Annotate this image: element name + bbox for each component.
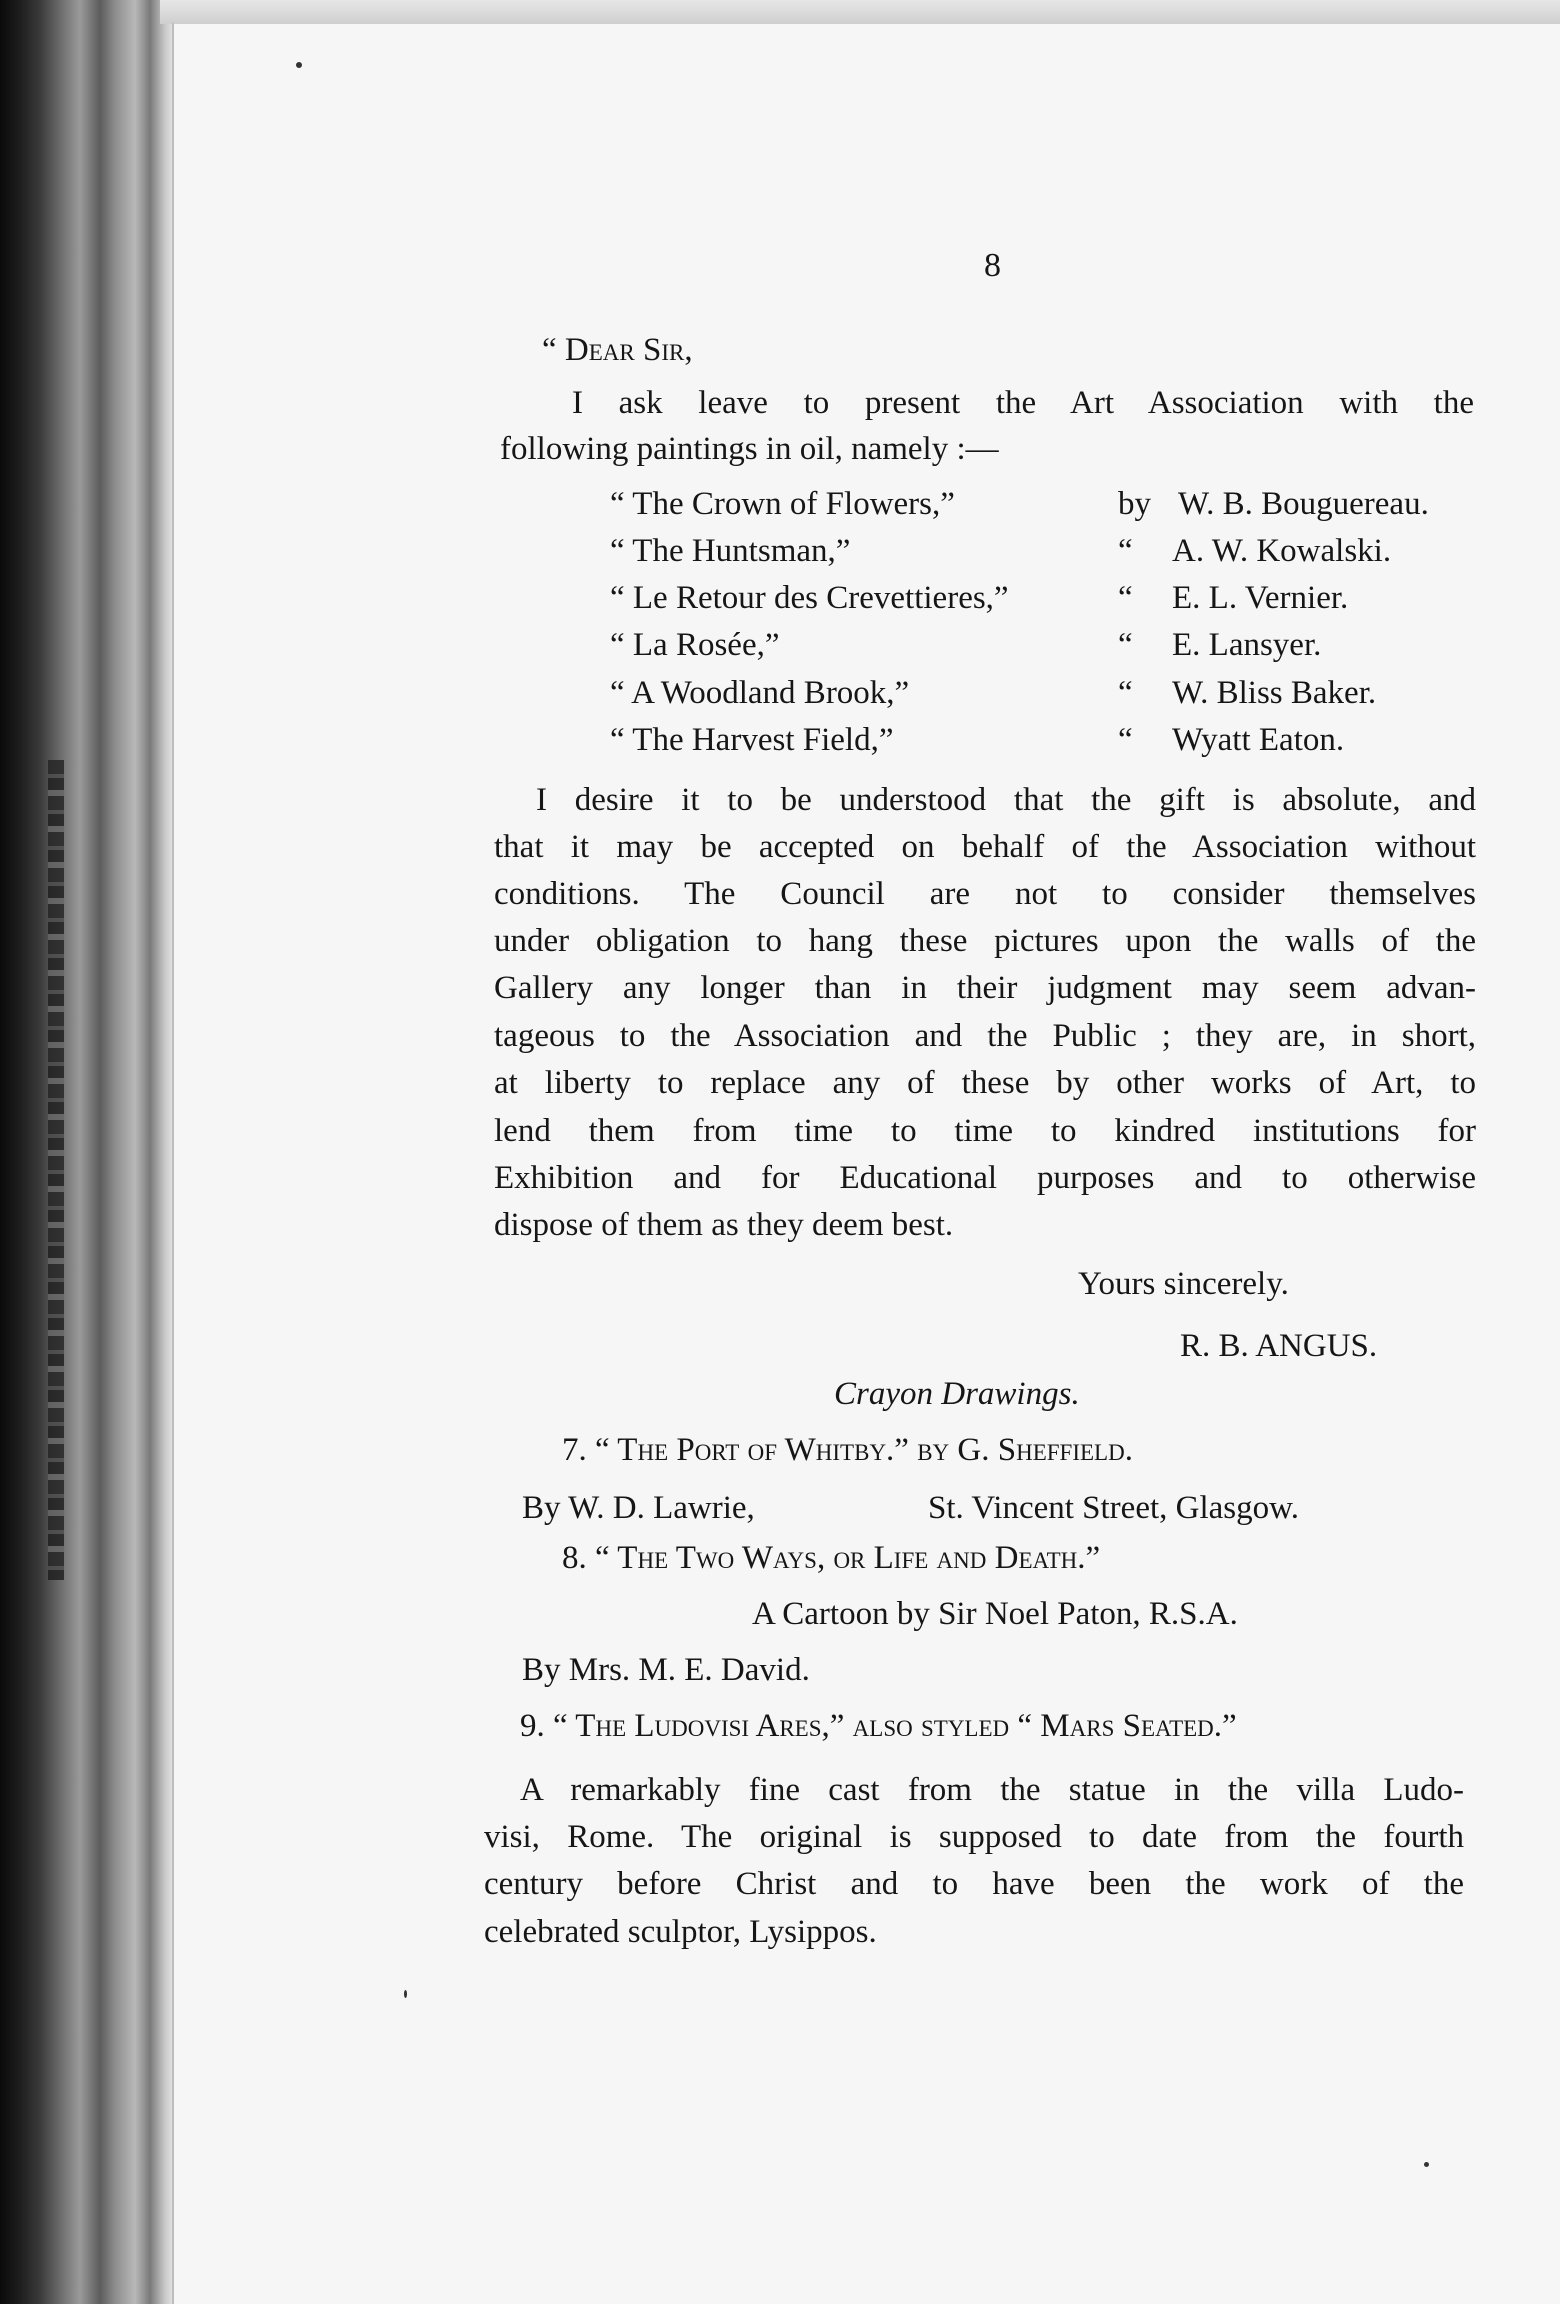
item-7-by-name: By W. D. Lawrie, xyxy=(522,1490,755,1526)
final-line: celebrated sculptor, Lysippos. xyxy=(484,1914,877,1950)
salutation: “ Dear Sir, xyxy=(542,332,693,368)
body-line: I desire it to be understood that the gift is absolute, and xyxy=(536,782,1476,818)
body-line: Gallery any longer than in their judgment may seem advan- xyxy=(494,970,1476,1006)
item-9: 9. “ The Ludovisi Ares,” also styled “ Mars Seated.” xyxy=(520,1708,1237,1744)
painting-by: “ xyxy=(1118,627,1133,663)
item-8: 8. “ The Two Ways, or Life and Death.” xyxy=(562,1540,1101,1576)
painting-artist: E. L. Vernier. xyxy=(1172,580,1349,616)
ink-speck xyxy=(404,1990,407,1998)
page-number: 8 xyxy=(984,247,1001,284)
painting-artist: W. Bliss Baker. xyxy=(1172,675,1377,711)
painting-title: “ The Huntsman,” xyxy=(610,533,851,569)
intro-line: following paintings in oil, namely :— xyxy=(500,431,999,467)
final-line: century before Christ and to have been the work of the xyxy=(484,1866,1464,1902)
ink-speck xyxy=(296,62,302,68)
painting-artist: A. W. Kowalski. xyxy=(1172,533,1392,569)
painting-by: by xyxy=(1118,486,1151,522)
section-title: Crayon Drawings. xyxy=(834,1376,1080,1412)
body-line: conditions. The Council are not to consider themselves xyxy=(494,876,1476,912)
closing: Yours sincerely. xyxy=(1078,1266,1289,1302)
body-line: under obligation to hang these pictures upon the walls of the xyxy=(494,923,1476,959)
signature: R. B. ANGUS. xyxy=(1180,1328,1378,1364)
final-line: visi, Rome. The original is supposed to date from the fourth xyxy=(484,1819,1464,1855)
painting-title: “ A Woodland Brook,” xyxy=(610,675,910,711)
painting-title: “ Le Retour des Crevettieres,” xyxy=(610,580,1009,616)
painting-by: “ xyxy=(1118,675,1133,711)
item-8-by: By Mrs. M. E. David. xyxy=(522,1652,810,1688)
painting-title: “ The Crown of Flowers,” xyxy=(610,486,955,522)
body-line: Exhibition and for Educational purposes and to otherwise xyxy=(494,1160,1476,1196)
body-line: that it may be accepted on behalf of the Association without xyxy=(494,829,1476,865)
body-line: tageous to the Association and the Public ; they are, in short, xyxy=(494,1018,1476,1054)
body-line: at liberty to replace any of these by other works of Art, to xyxy=(494,1065,1476,1101)
final-line: A remarkably fine cast from the statue in the villa Ludo- xyxy=(520,1772,1464,1808)
item-7: 7. “ The Port of Whitby.” by G. Sheffield. xyxy=(562,1432,1133,1468)
painting-title: “ La Rosée,” xyxy=(610,627,780,663)
item-8-description: A Cartoon by Sir Noel Paton, R.S.A. xyxy=(752,1596,1238,1632)
painting-by: “ xyxy=(1118,580,1133,616)
painting-by: “ xyxy=(1118,722,1133,758)
body-line: dispose of them as they deem best. xyxy=(494,1207,954,1243)
painting-artist: E. Lansyer. xyxy=(1172,627,1322,663)
painting-artist: W. B. Bouguereau. xyxy=(1178,486,1429,522)
painting-title: “ The Harvest Field,” xyxy=(610,722,894,758)
body-line: lend them from time to time to kindred institutions for xyxy=(494,1113,1476,1149)
painting-artist: Wyatt Eaton. xyxy=(1172,722,1345,758)
ink-speck xyxy=(1424,2162,1429,2167)
intro-line: I ask leave to present the Art Association with the xyxy=(572,385,1474,421)
painting-by: “ xyxy=(1118,533,1133,569)
item-7-by-address: St. Vincent Street, Glasgow. xyxy=(928,1490,1300,1526)
